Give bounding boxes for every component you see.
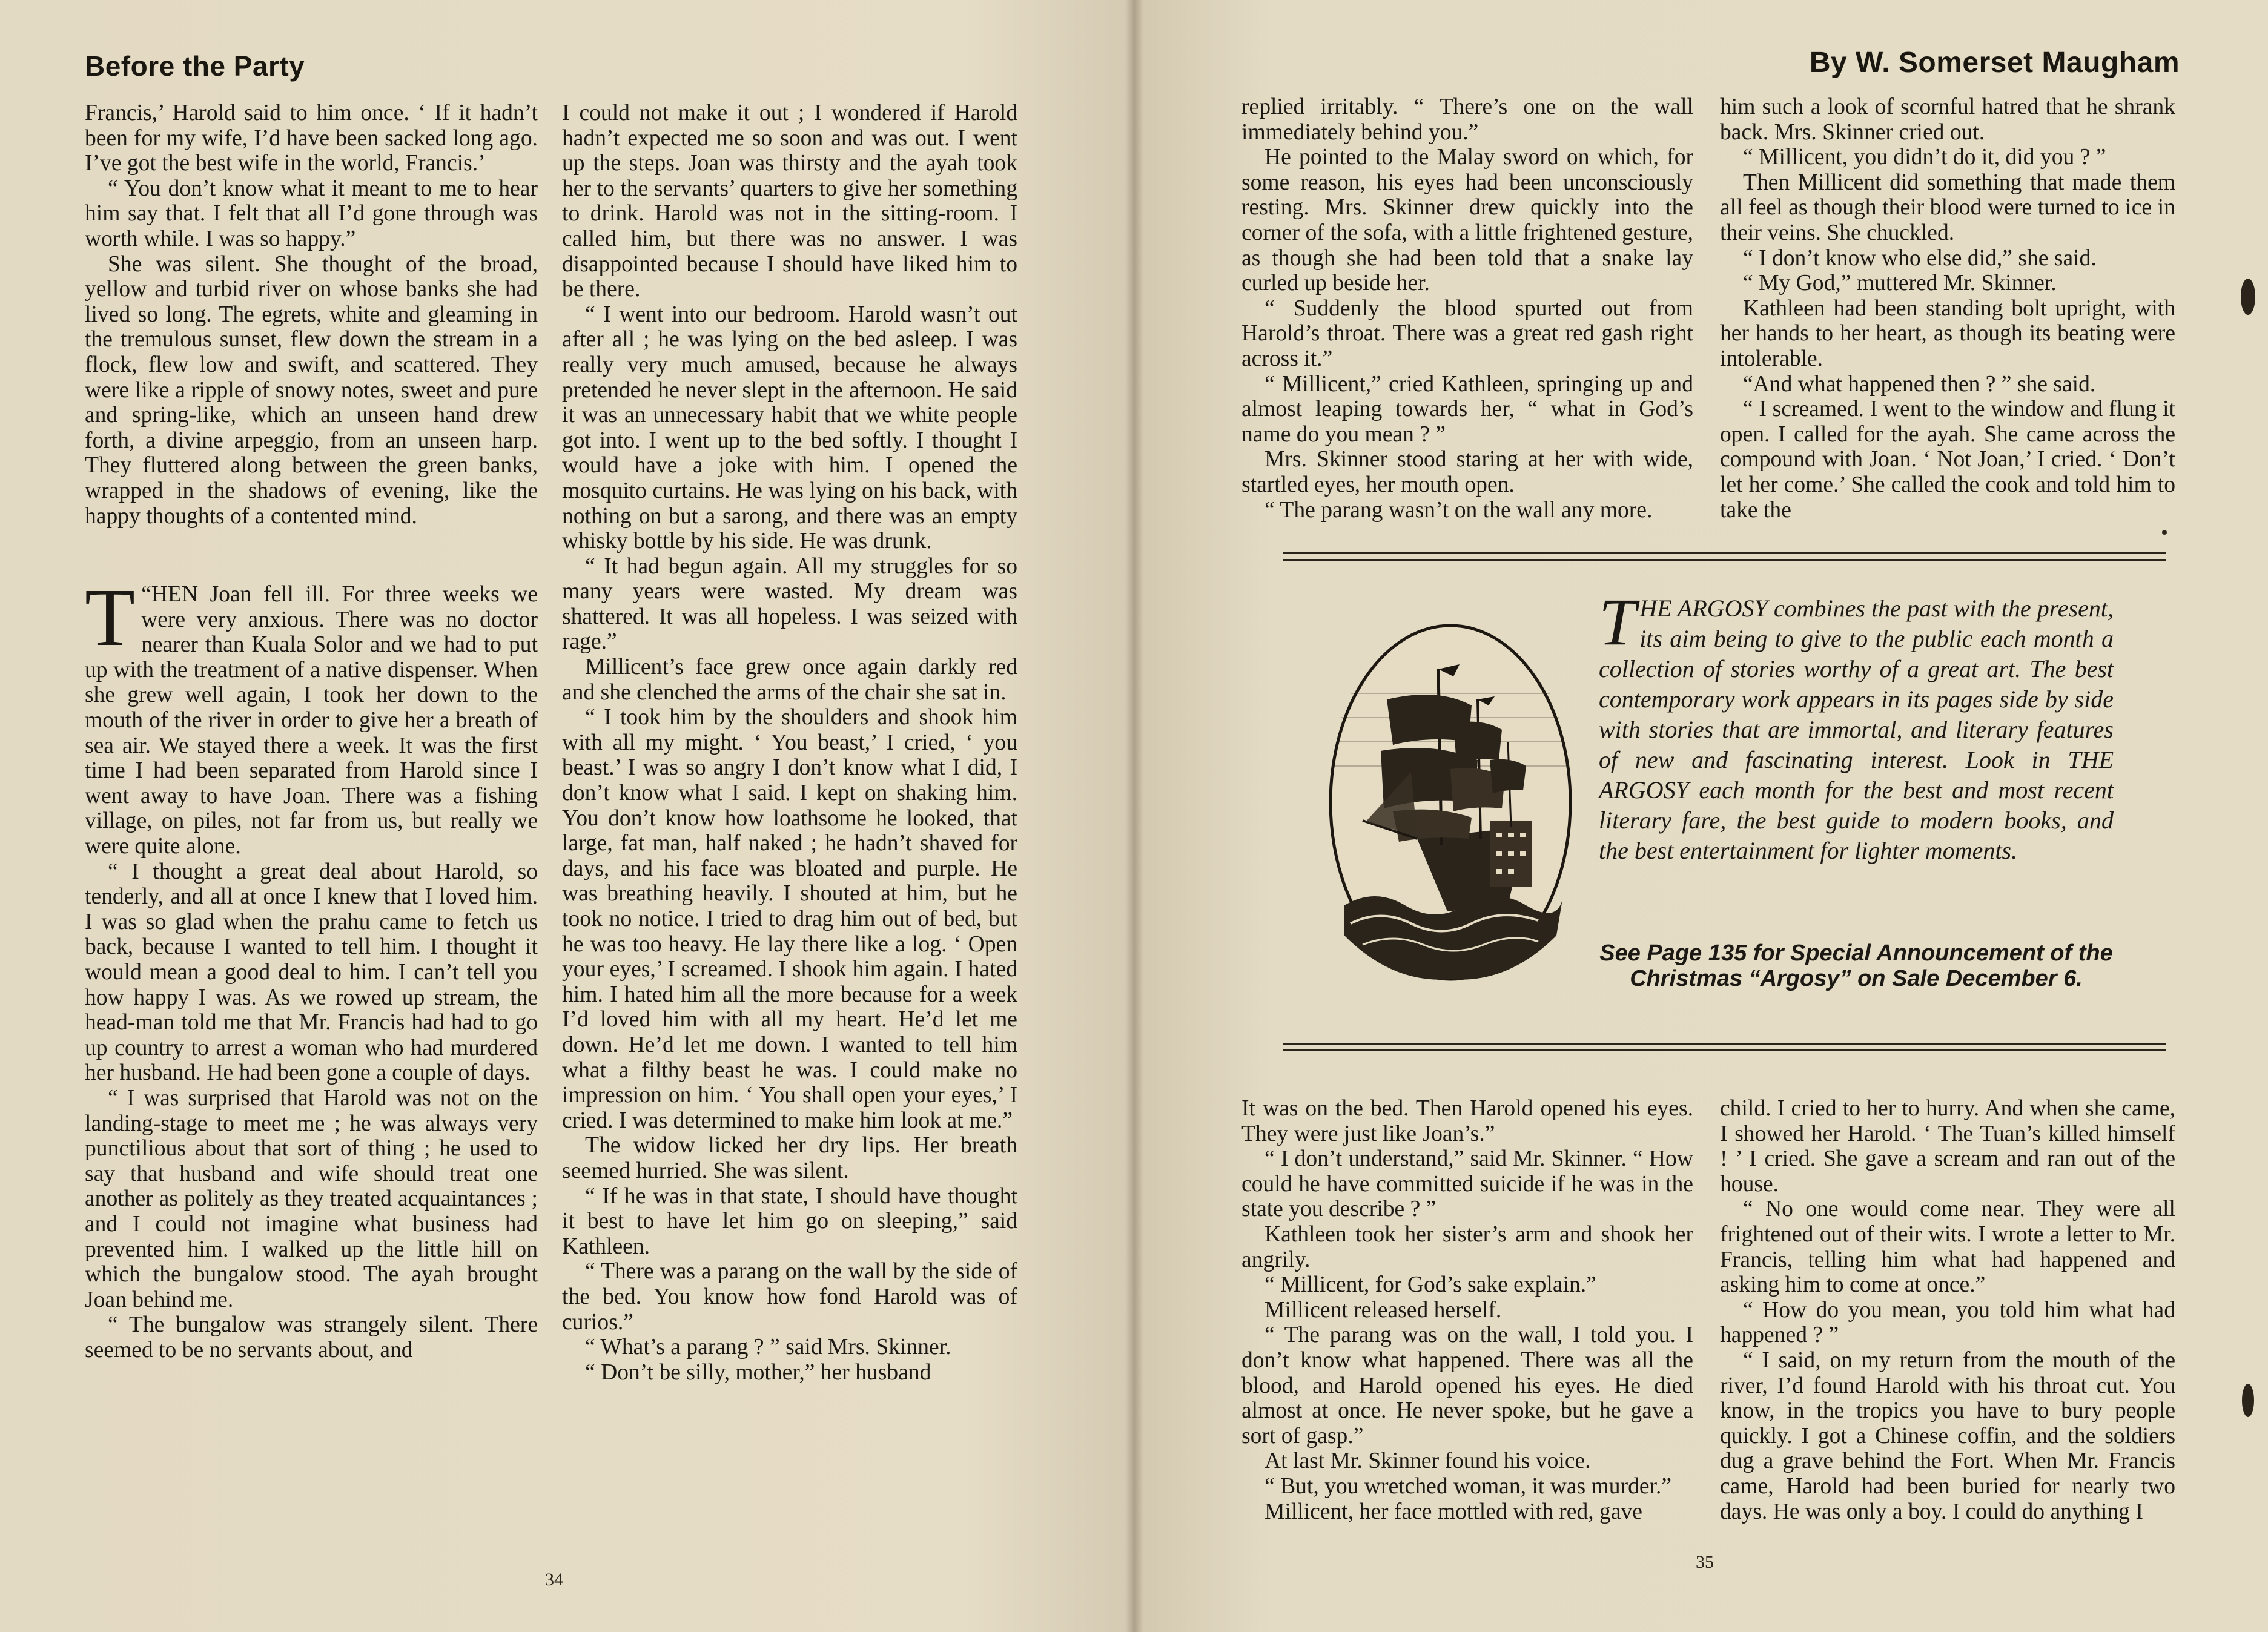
paragraph: He pointed to the Malay sword on which, for some reason, his eyes had been unconsciously resting. Mrs. Skinner drew quickly into the corner of the sofa, with a little frightened gesture, as though she had been told that a snake lay curled up beside her. [1241,145,1693,296]
book-gutter [1125,0,1143,1632]
paragraph: “ No one would come near. They were all frightened out of their wits. I wrote a letter to Mr. Francis, telling him what had happened and asking him to come at once.” [1720,1197,2175,1298]
left-column-2 [562,101,1017,1385]
ink-speck [2162,530,2167,535]
paragraph: “ But, you wretched woman, it was murder.” [1265,1473,1672,1499]
right-column-1-lower [1241,1096,1693,1524]
paragraph: “And what happened then ? ” she said. [1743,371,2096,397]
paragraph: “ I screamed. I went to the window and flung it open. I called for the ayah. She came across the compound with Joan. ‘ Not Joan,’ I cried. ‘ Don’t let her come.’ She called the cook and told him to take the [1720,397,2175,523]
advert-rule-bottom [1283,1043,2166,1051]
paragraph: “ My God,” muttered Mr. Skinner. [1743,271,2057,296]
paragraph: “ It had begun again. All my struggles for so many years were wasted. My dream was shattered. It was all hopeless. I was seized with rage.” [562,553,1017,655]
paragraph: Kathleen had been standing bolt upright, with her hands to her heart, as though its beating were intolerable. [1720,296,2175,371]
paragraph: “ You don’t know what it meant to me to hear him say that. I felt that all I’d gone through was worth while. I was so happy.” [85,176,538,251]
right-column-2-lower [1720,1096,2175,1524]
paragraph: “ I don’t understand,” said Mr. Skinner. “ How could he have committed suicide if he was in the state you describe ? ” [1241,1146,1693,1222]
paragraph: “ I don’t know who else did,” she said. [1743,245,2097,271]
right-column-1-upper [1241,94,1693,523]
paragraph: “ There was a parang on the wall by the side of the bed. You know how fond Harold was of curios.” [562,1259,1017,1335]
paragraph: “ How do you mean, you told him what had happened ? ” [1720,1297,2175,1348]
running-head-author: By W. Somerset Maugham [1809,47,2180,79]
paragraph: Mrs. Skinner stood staring at her with wide, startled eyes, her mouth open. [1241,447,1693,497]
running-head-title: Before the Party [85,50,305,82]
paragraph: I could not make it out ; I wondered if Harold hadn’t expected me so soon and was out. I went up the steps. Joan was thirsty and the ayah took her to the servants’ quarters to give her something to drink. Harold was not in the sitting-room. I called him, but there was no answer. I was disappointed because I should have liked him to be there. [562,101,1017,302]
paragraph: “ Suddenly the blood spurted out from Harold’s throat. There was a great red gash right across it.” [1241,296,1693,371]
paragraph: “ I went into our bedroom. Harold wasn’t out after all ; he was lying on the bed asleep. I was really very much amused, because he always pretended he never slept in the afternoon. He said it was an unnecessary habit that we white people got into. I went up to the bed softly. I thought I would have a joke with him. I opened the mosquito curtains. He was lying on his back, with nothing on but a sarong, and there was an empty whisky bottle by his side. He was drunk. [562,302,1017,554]
ink-blot [2241,279,2255,315]
paragraph: child. I cried to her to hurry. And when she came, I showed her Harold. ‘ The Tuan’s killed himself ! ’ I cried. She gave a scream and ran out of the house. [1720,1096,2175,1197]
paragraph: “ Millicent, for God’s sake explain.” [1265,1272,1596,1298]
advert-body: HE ARGOSY combines the past with the present, its aim being to give to the public each month a collection of stories worthy of a great art. The best contemporary work appears in its pages side by side with stories that are immortal, and literary features of new and fascinating interest. Look in THE ARGOSY each month for the best and most recent literary fare, the best guide to modern books, and the best entertainment for lighter moments. [1599,595,2114,864]
drop-cap: T [85,572,136,664]
paragraph: “ Millicent,” cried Kathleen, springing up and almost leaping towards her, “ what in God’s name do you mean ? ” [1241,371,1693,447]
advert-announcement: See Page 135 for Special Announcement of the Christmas “Argosy” on Sale December 6. [1599,940,2113,991]
paragraph: “ I thought a great deal about Harold, so tenderly, and all at once I knew that I loved him. I was so glad when the prahu came to fetch us back, because I wanted to tell him. I thought it would mean a good deal to him. I can’t tell you how happy I was. As we rowed up stream, the head-man told me that Mr. Francis had had to go up country to arrest a woman who had murdered her husband. He had been gone a couple of days. [85,859,538,1086]
paragraph: “ I was surprised that Harold was not on the landing-stage to meet me ; he was always very punctilious about that sort of thing ; he used to say that husband and wife should treat one another as politely as they treated acquaintances ; and I could not imagine what business had prevented him. I walked up the little hill on which the bungalow stood. The ayah brought Joan behind me. [85,1085,538,1312]
paragraph: “ Don’t be silly, mother,” her husband [585,1359,931,1385]
paragraph: At last Mr. Skinner found his voice. [1265,1449,1591,1474]
paragraph: “ The parang was on the wall, I told you. I don’t know what happened. There was all the blood, and Harold opened his eyes. He died almost at once. He never spoke, but he gave a sort of gasp.” [1241,1323,1693,1449]
paragraph: The widow licked her dry lips. Her breath seemed hurried. She was silent. [562,1133,1017,1183]
paragraph: “ Millicent, you didn’t do it, did you ? ” [1743,145,2106,170]
paragraph: Millicent released herself. [1265,1297,1502,1323]
paragraph: It was on the bed. Then Harold opened his eyes. They were just like Joan’s.” [1241,1096,1693,1146]
paragraph: “ What’s a parang ? ” said Mrs. Skinner. [585,1335,951,1360]
paragraph: Millicent’s face grew once again darkly red and she clenched the arms of the chair she sat in. [562,655,1017,705]
advert-text [1599,585,2114,866]
paragraph: “ The parang wasn’t on the wall any more. [1265,497,1653,523]
paragraph: “ If he was in that state, I should have thought it best to have let him go on sleeping,” said Kathleen. [562,1183,1017,1259]
paragraph: She was silent. She thought of the broad, yellow and turbid river on whose banks she had lived so long. The egrets, white and gleaming in the tremulous sunset, flew down the stream in a flock, flew low and swift, and scattered. They were like a ripple of snowy notes, sweet and pure and spring-like, which an unseen hand drew forth, a divine arpeggio, from an unseen harp. They fluttered along between the green banks, wrapped in the shadows of evening, like the happy thoughts of a contented mind. [85,251,538,529]
paragraph: Kathleen took her sister’s arm and shook her angrily. [1241,1221,1693,1272]
open-quote: “ [141,582,151,607]
right-column-2-upper [1720,94,2175,523]
paragraph: Millicent, her face mottled with red, gave [1265,1499,1642,1524]
ink-blot [2242,1384,2254,1417]
page-number-right: 35 [1696,1552,1714,1572]
paragraph: “ I took him by the shoulders and shook him with all my might. ‘ You beast,’ I cried, ‘ you beast.’ I was so angry I don’t know what I did, I don’t know what I said. I kept on shaking him. You don’t know how loathsome he looked, that large, fat man, half naked ; he hadn’t shaved for days, and his face was bloated and purple. He was breathing heavily. I shouted at him, but he took no notice. I tried to drag him out of bed, but he was too heavy. He lay there like a log. ‘ Open your eyes,’ I screamed. I shook him again. I hated him. I hated him all the more because for a week I’d loved him with all my heart. He’d let me down. He’d let me down. I wanted to tell him what a filthy beast he was. I could make no impression on him. ‘ You shall open your eyes,’ I cried. I was determined to make him look at me.” [562,705,1017,1133]
section-opening-text: HEN Joan fell ill. For three weeks we were very anxious. There was no doctor nearer than Kuala Solor and we had to put up with the treatment of a native dispenser. When she grew well again, I took her down to the mouth of the river in order to give her a breath of sea air. We stayed there a week. It was the first time I had been separated from Harold since I went away to have Joan. There was a fishing village, on piles, not far from us, but really we were quite alone. [85,582,538,859]
paragraph: him such a look of scornful hatred that he shrank back. Mrs. Skinner cried out. [1720,94,2175,145]
section-opening-paragraph [85,572,538,859]
paragraph: “ I said, on my return from the mouth of the river, I’d found Harold with his throat cut. You know, in the tropics you have to bury people quickly. I got a Chinese coffin, and the soldiers dug a grave behind the Fort. When Mr. Francis came, Harold had been buried for nearly two days. He was only a boy. I could do anything I [1720,1347,2175,1524]
paragraph: “ The bungalow was strangely silent. There seemed to be no servants about, and [85,1312,538,1363]
advert-rule-top [1283,552,2166,561]
paragraph: Francis,’ Harold said to him once. ‘ If it hadn’t been for my wife, I’d have been sacked long ago. I’ve got the best wife in the world, Francis.’ [85,101,538,176]
left-column-1 [85,101,538,1363]
page-number-left: 34 [545,1570,563,1590]
paragraph: Then Millicent did something that made them all feel as though their blood were turned to ice in their veins. She chuckled. [1720,170,2175,245]
advert-drop-cap: T [1599,585,1636,659]
sailing-ship-icon [1326,621,1575,984]
paragraph: replied irritably. “ There’s one on the wall immediately behind you.” [1241,94,1693,145]
